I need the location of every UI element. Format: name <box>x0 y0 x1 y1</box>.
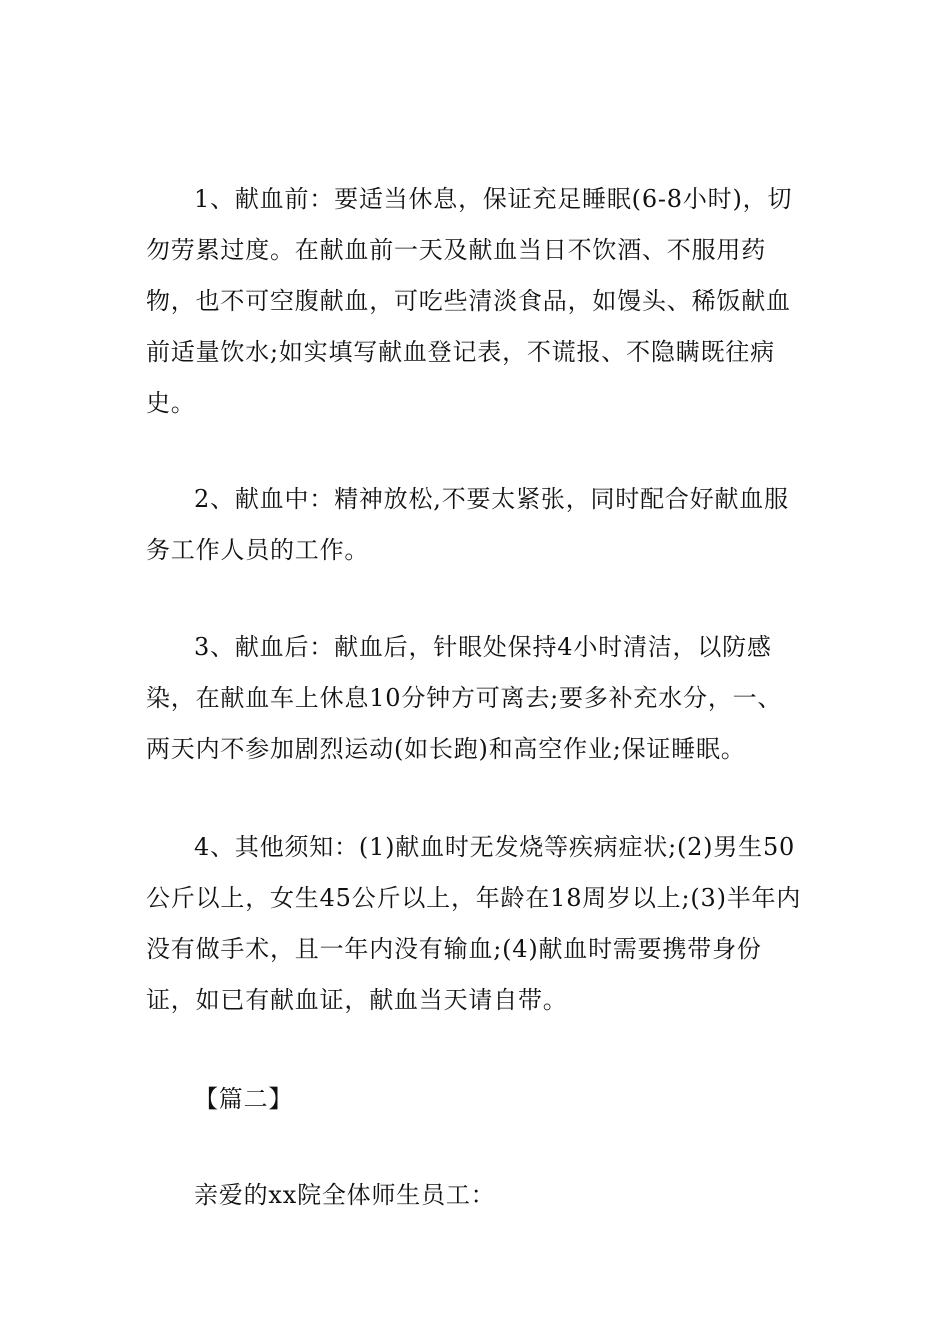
salutation: 亲爱的xx院全体师生员工： <box>194 1181 496 1209</box>
paragraph-other-notes: 4、其他须知：(1)献血时无发烧等疾病症状;(2)男生50公斤以上，女生45公斤以上，年龄在18周岁以上;(3)半年内没有做手术，且一年内没有输血;(4)献血时需要携带身份证，如已有献血证，献血当天请自带。 <box>146 833 802 1014</box>
paragraph-during-donation: 2、献血中：精神放松,不要太紧张，同时配合好献血服务工作人员的工作。 <box>146 485 789 564</box>
paragraph-before-donation: 1、献血前：要适当休息，保证充足睡眠(6-8小时)，切勿劳累过度。在献血前一天及献血当日不饮酒、不服用药物，也不可空腹献血，可吃些清淡食品，如馒头、稀饭献血前适量饮水;如实填写献血登记表，不谎报、不隐瞒既往病史。 <box>146 185 793 417</box>
paragraph-after-donation: 3、献血后：献血后，针眼处保持4小时清洁，以防感染，在献血车上休息10分钟方可离去;要多补充水分，一、两天内不参加剧烈运动(如长跑)和高空作业;保证睡眠。 <box>146 633 783 763</box>
section-heading: 【篇二】 <box>194 1085 294 1113</box>
